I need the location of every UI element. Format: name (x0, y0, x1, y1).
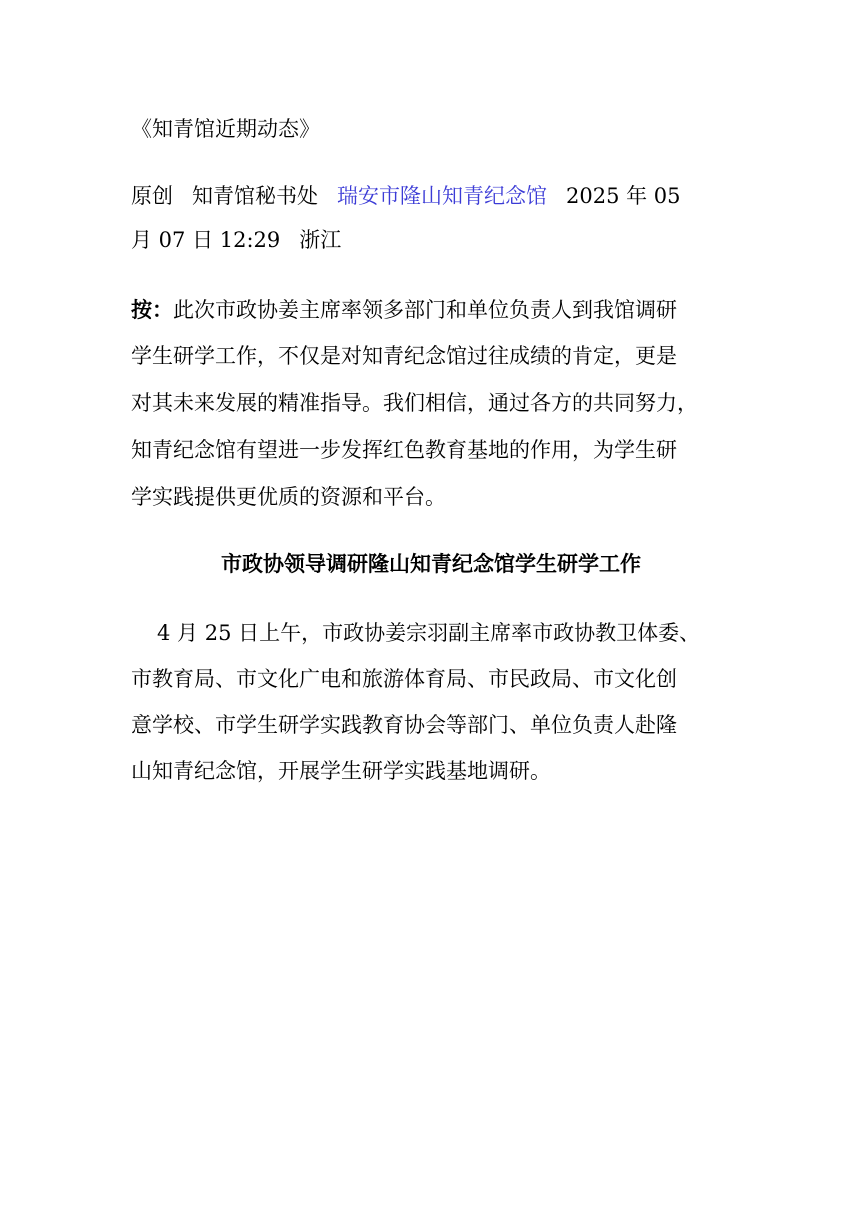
meta-row-1 (131, 174, 731, 218)
account-link[interactable]: 瑞安市隆山知青纪念馆 (337, 184, 547, 208)
body-line: 市教育局、市文化广电和旅游体育局、市民政局、市文化创 (131, 667, 677, 691)
body-paragraph (131, 610, 731, 794)
note-label: 按： (131, 297, 173, 322)
publish-location: 浙江 (299, 228, 342, 252)
article-title: 《知青馆近期动态》 (131, 117, 320, 141)
publish-date-part2: 月 07 日 12:29 (131, 228, 281, 252)
note-line (131, 286, 731, 333)
article-meta (131, 174, 731, 262)
article-type: 原创 (131, 184, 173, 208)
meta-row-2 (131, 218, 731, 262)
editor-note (131, 286, 731, 521)
note-text: 此次市政协姜主席率领多部门和单位负责人到我馆调研 (173, 298, 677, 322)
article-content (131, 108, 731, 794)
body-line-text: 4 月 25 日上午，市政协姜宗羽副主席率市政协教卫体委、 (157, 621, 701, 645)
body-line (131, 610, 731, 656)
publish-date-part1: 2025 年 05 (566, 184, 681, 208)
note-line: 知青纪念馆有望进一步发挥红色教育基地的作用，为学生研 (131, 438, 677, 462)
section-heading: 市政协领导调研隆山知青纪念馆学生研学工作 (221, 551, 641, 576)
body-line: 意学校、市学生研学实践教育协会等部门、单位负责人赴隆 (131, 713, 677, 737)
note-line: 对其未来发展的精准指导。我们相信，通过各方的共同努力， (131, 391, 698, 415)
note-line: 学实践提供更优质的资源和平台。 (131, 485, 446, 509)
note-line: 学生研学工作，不仅是对知青纪念馆过往成绩的肯定，更是 (131, 344, 677, 368)
body-line: 山知青纪念馆，开展学生研学实践基地调研。 (131, 759, 551, 783)
article-author: 知青馆秘书处 (192, 184, 318, 208)
